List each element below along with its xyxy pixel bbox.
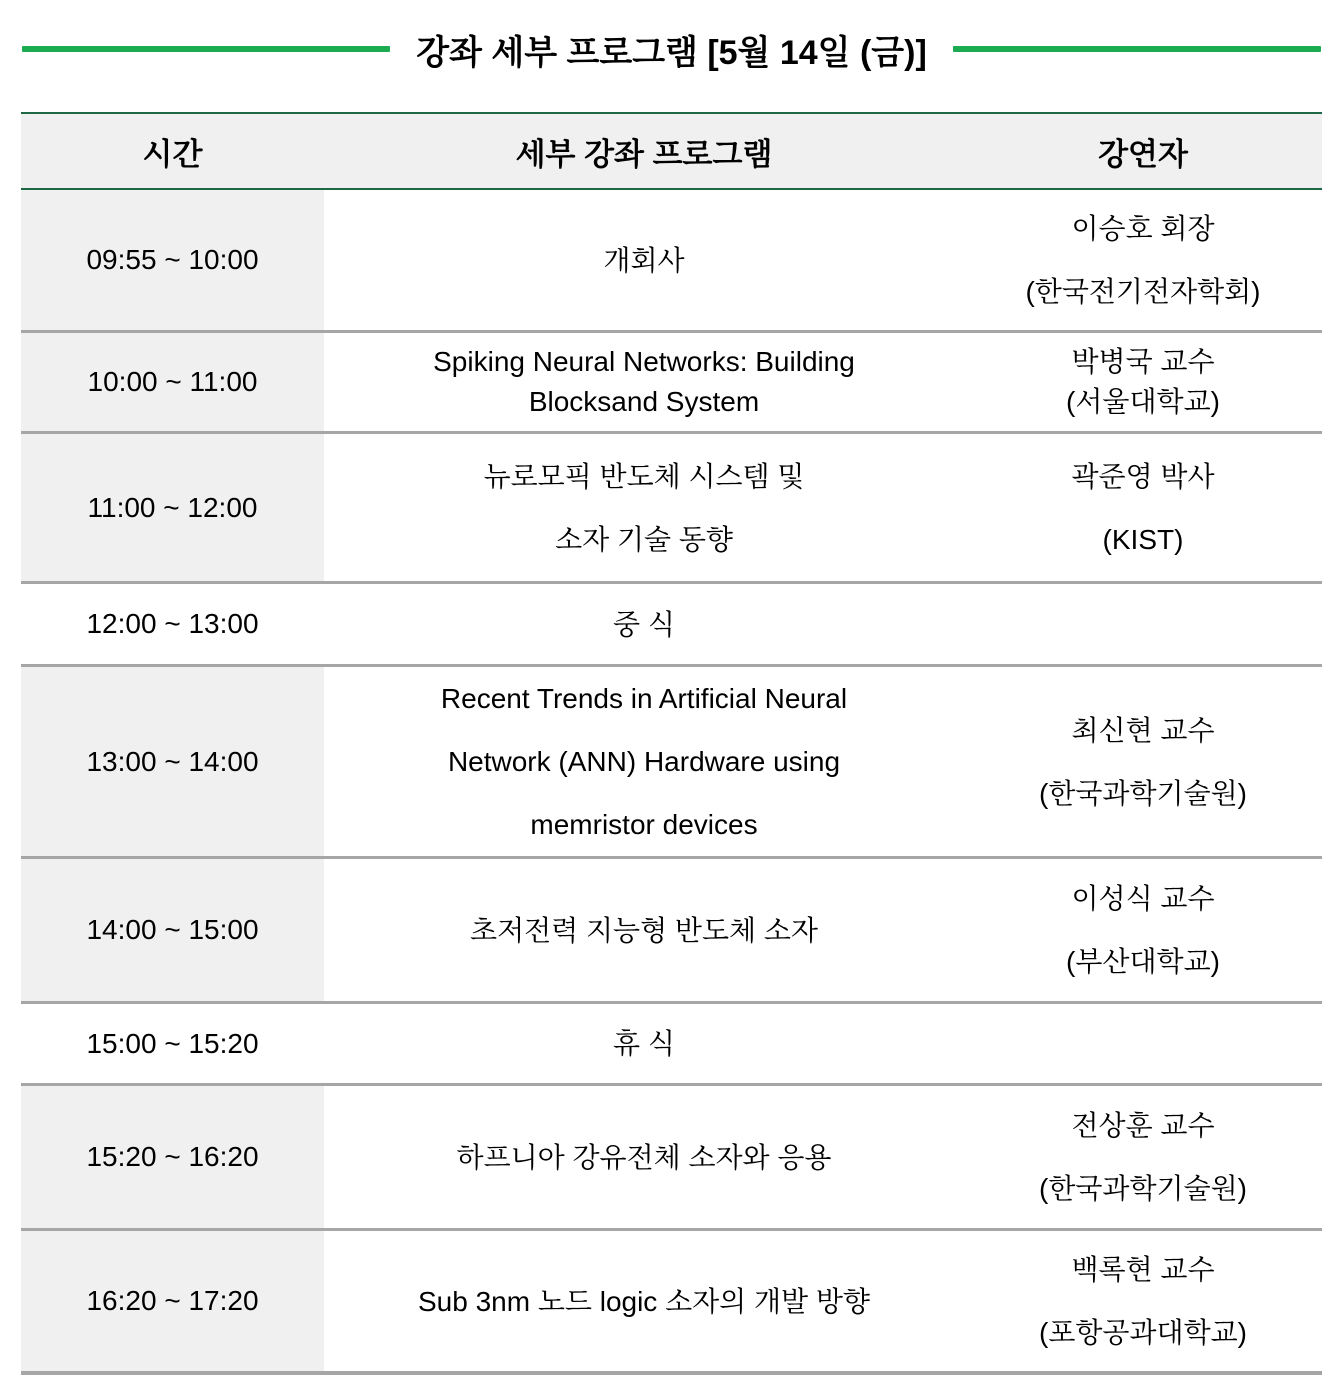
- table-row: [21, 664, 1322, 856]
- program-cell: [324, 190, 964, 330]
- speaker-line: 전상훈 교수: [1071, 1110, 1215, 1141]
- speaker-cell: [964, 333, 1322, 431]
- time-cell: 15:20 ~ 16:20: [21, 1086, 324, 1228]
- program-line: Sub 3nm 노드 logic 소자의 개발 방향: [418, 1285, 870, 1317]
- program-line: 뉴로모픽 반도체 시스템 및: [483, 460, 805, 492]
- time-cell: 10:00 ~ 11:00: [21, 333, 324, 431]
- time-cell: 13:00 ~ 14:00: [21, 667, 324, 856]
- table-row: [21, 1083, 1322, 1228]
- table-row: [21, 330, 1322, 431]
- schedule-table: [21, 112, 1322, 1375]
- table-row-break: [21, 1001, 1322, 1083]
- program-cell: [324, 333, 964, 431]
- speaker-line: (한국과학기술원): [1039, 1173, 1247, 1204]
- page-title: 강좌 세부 프로그램 [5월 14일 (금)]: [416, 33, 927, 72]
- speaker-line: (한국과학기술원): [1039, 777, 1247, 809]
- speaker-cell: [964, 1004, 1322, 1083]
- table-row-lunch: [21, 581, 1322, 664]
- speaker-line: 곽준영 박사: [1071, 460, 1215, 492]
- header-speaker: 강연자: [1098, 136, 1188, 172]
- speaker-cell: [964, 1231, 1322, 1371]
- program-line: Blocksand System: [528, 386, 760, 417]
- speaker-line: 최신현 교수: [1071, 714, 1215, 746]
- title-accent-line-left: [22, 46, 390, 52]
- speaker-line: (한국전기전자학회): [1025, 276, 1261, 307]
- speaker-line: 이성식 교수: [1071, 883, 1215, 914]
- program-cell: [324, 667, 964, 856]
- speaker-cell: [964, 1086, 1322, 1228]
- table-row: [21, 856, 1322, 1001]
- table-row: [21, 1228, 1322, 1371]
- program-line: 초저전력 지능형 반도체 소자: [470, 914, 818, 946]
- time-cell: 16:20 ~ 17:20: [21, 1231, 324, 1371]
- time-cell: 14:00 ~ 15:00: [21, 859, 324, 1001]
- program-line: Spiking Neural Networks: Building: [433, 346, 855, 377]
- program-line: 중 식: [613, 608, 675, 640]
- header-program: 세부 강좌 프로그램: [515, 136, 773, 172]
- program-line: Network (ANN) Hardware using: [447, 746, 841, 777]
- time-cell: 09:55 ~ 10:00: [21, 190, 324, 330]
- speaker-line: 백록현 교수: [1071, 1254, 1215, 1285]
- header-time: 시간: [142, 136, 203, 172]
- speaker-cell: [964, 584, 1322, 664]
- speaker-line: (서울대학교): [1066, 386, 1220, 417]
- program-cell: [324, 1004, 964, 1083]
- time-cell: 11:00 ~ 12:00: [21, 434, 324, 581]
- table-row: [21, 431, 1322, 581]
- program-cell: [324, 1231, 964, 1371]
- program-line: 소자 기술 동향: [555, 523, 733, 555]
- program-cell: [324, 859, 964, 1001]
- program-line: memristor devices: [530, 809, 758, 840]
- table-header-row: [21, 114, 1322, 190]
- speaker-cell: [964, 190, 1322, 330]
- program-cell: [324, 434, 964, 581]
- speaker-line: 박병국 교수: [1071, 346, 1215, 377]
- speaker-cell: [964, 859, 1322, 1001]
- program-line: 개회사: [603, 244, 685, 276]
- program-line: 하프니아 강유전체 소자와 응용: [456, 1141, 832, 1173]
- speaker-line: 이승호 회장: [1071, 213, 1215, 244]
- speaker-line: (포항공과대학교): [1039, 1317, 1247, 1348]
- program-cell: [324, 1086, 964, 1228]
- time-cell: 15:00 ~ 15:20: [86, 1027, 259, 1059]
- time-cell: 12:00 ~ 13:00: [86, 608, 259, 639]
- program-cell: [324, 584, 964, 664]
- program-line: Recent Trends in Artificial Neural: [440, 683, 848, 714]
- title-bar: [22, 26, 1321, 72]
- speaker-line: (KIST): [1102, 523, 1184, 555]
- speaker-cell: [964, 667, 1322, 856]
- speaker-line: (부산대학교): [1066, 946, 1220, 977]
- table-row: [21, 190, 1322, 330]
- speaker-cell: [964, 434, 1322, 581]
- program-line: 휴 식: [613, 1028, 675, 1059]
- title-accent-line-right: [953, 46, 1321, 52]
